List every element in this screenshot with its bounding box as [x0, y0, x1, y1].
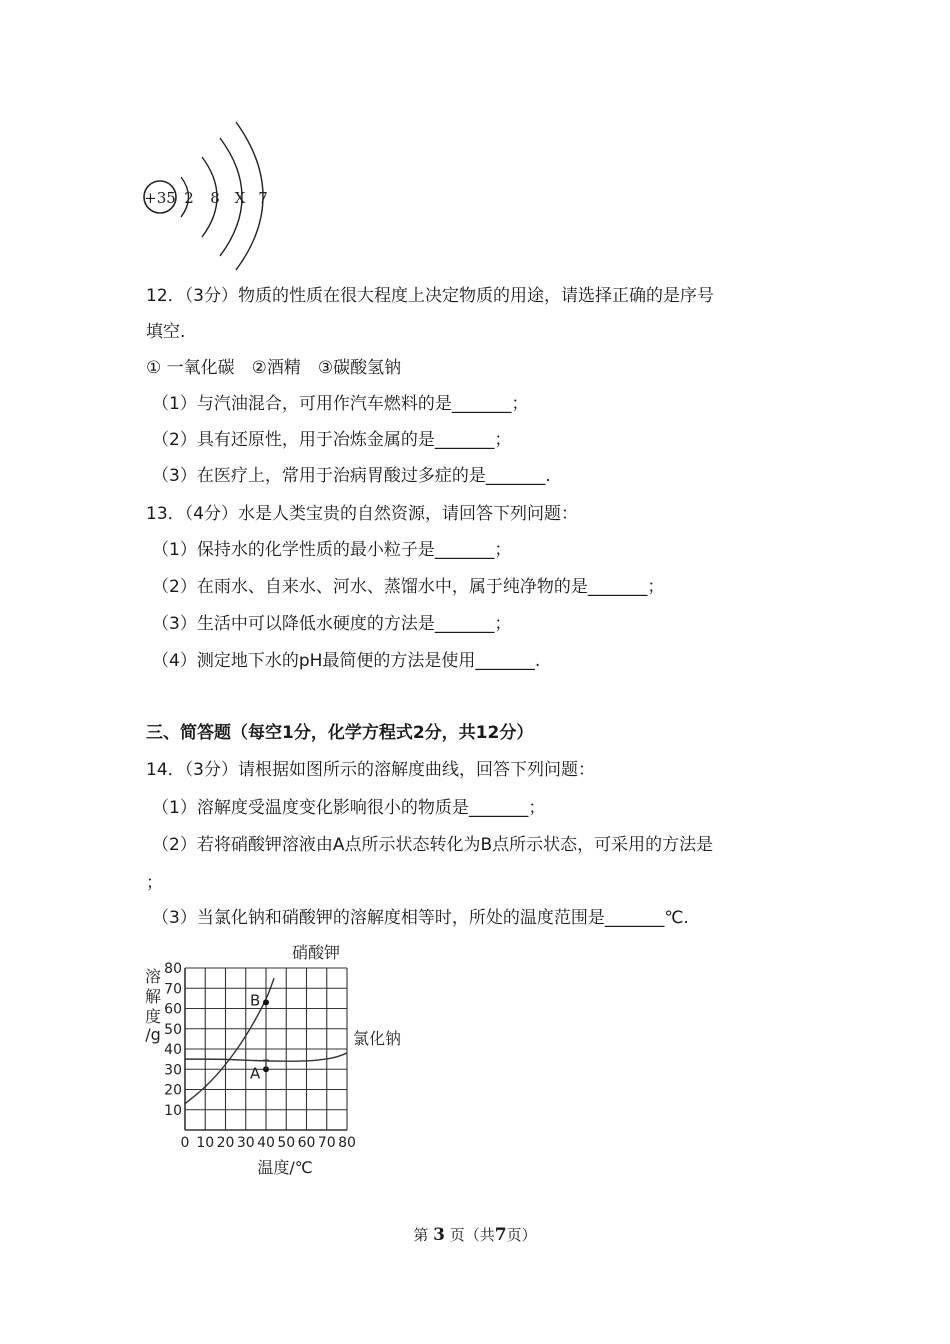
q13-item-1: （1）保持水的化学性质的最小粒子是_______；	[152, 540, 512, 560]
series-label-nacl: 氯化钠	[353, 1029, 402, 1048]
q12-item-3: （3）在医疗上，常用于治病胃酸过多症的是_______.	[152, 466, 551, 486]
y-axis-title-char: 溶	[144, 967, 162, 986]
solubility-chart	[135, 935, 425, 1180]
q14-title: 14．（3分）请根据如图所示的溶解度曲线，回答下列问题：	[146, 760, 595, 780]
footer-prefix: 第	[413, 1226, 429, 1244]
q14-item-1: （1）溶解度受温度变化影响很小的物质是_______；	[152, 798, 546, 818]
x-tick-label: 40	[257, 1135, 275, 1151]
series-line-kno3	[185, 978, 274, 1104]
section-3-heading: 三、简答题（每空1分，化学方程式2分，共12分）	[146, 723, 534, 743]
q12-item-1: （1）与汽油混合，可用作汽车燃料的是_______；	[152, 394, 529, 414]
x-axis-title: 温度/℃	[257, 1158, 313, 1177]
shell-count-1: 2	[184, 189, 194, 207]
y-tick-label: 50	[164, 1021, 182, 1038]
q12-title-cont: 填空.	[146, 322, 186, 342]
atom-structure-diagram	[138, 118, 278, 278]
chart-grid	[185, 968, 347, 1130]
q13-item-2: （2）在雨水、自来水、河水、蒸馏水中，属于纯净物的是_______；	[152, 577, 665, 597]
x-tick-label: 70	[317, 1135, 336, 1151]
y-tick-label: 10	[164, 1102, 182, 1119]
page-footer	[0, 1224, 950, 1245]
x-tick-label: 80	[338, 1135, 356, 1151]
x-tick-label: 10	[196, 1135, 215, 1151]
q12-item-2: （2）具有还原性，用于冶炼金属的是_______；	[152, 430, 512, 450]
y-tick-label: 70	[164, 981, 182, 998]
nucleus-charge: +35	[144, 189, 176, 207]
series-label-kno3: 硝酸钾	[292, 943, 341, 962]
q13-item-4: （4）测定地下水的pH最简便的方法是使用_______.	[152, 651, 541, 671]
q12-options: ① 一氧化碳 ②酒精 ③碳酸氢钠	[146, 358, 402, 378]
point-label-b: B	[250, 991, 261, 1010]
x-tick-label: 50	[277, 1135, 296, 1151]
y-axis-title-char: 度	[144, 1007, 162, 1026]
x-tick-label: 30	[236, 1135, 255, 1151]
y-tick-label: 40	[164, 1042, 182, 1058]
x-tick-label: 0	[180, 1135, 190, 1151]
y-tick-label: 30	[164, 1062, 182, 1079]
q14-item-2-cont: ；	[146, 873, 163, 893]
footer-mid: 页（共	[449, 1226, 495, 1244]
x-tick-label: 60	[297, 1135, 316, 1151]
footer-suffix: 页）	[506, 1226, 537, 1244]
point-b	[263, 999, 269, 1005]
shell-count-3: X	[234, 189, 246, 207]
shell-count-4: 7	[258, 189, 268, 207]
y-axis-title-char: 解	[144, 987, 162, 1006]
q12-title: 12．（3分）物质的性质在很大程度上决定物质的用途，请选择正确的是序号	[146, 286, 714, 306]
y-tick-label: 80	[164, 961, 182, 977]
q13-item-3: （3）生活中可以降低水硬度的方法是_______；	[152, 614, 512, 634]
point-label-a: A	[250, 1064, 261, 1083]
y-axis-title-char: /g	[145, 1025, 161, 1044]
q13-title: 13．（4分）水是人类宝贵的自然资源，请回答下列问题：	[146, 504, 578, 524]
q14-item-3: （3）当氯化钠和硝酸钾的溶解度相等时，所处的温度范围是_______℃.	[152, 908, 689, 928]
shell-count-2: 8	[210, 189, 220, 207]
footer-page-number: 3	[433, 1225, 445, 1245]
x-tick-label: 20	[216, 1135, 235, 1151]
q14-item-2: （2）若将硝酸钾溶液由A点所示状态转化为B点所示状态，可采用的方法是	[152, 835, 714, 855]
y-tick-label: 60	[164, 1001, 182, 1018]
footer-total-pages: 7	[494, 1225, 507, 1245]
y-tick-label: 20	[164, 1082, 182, 1099]
